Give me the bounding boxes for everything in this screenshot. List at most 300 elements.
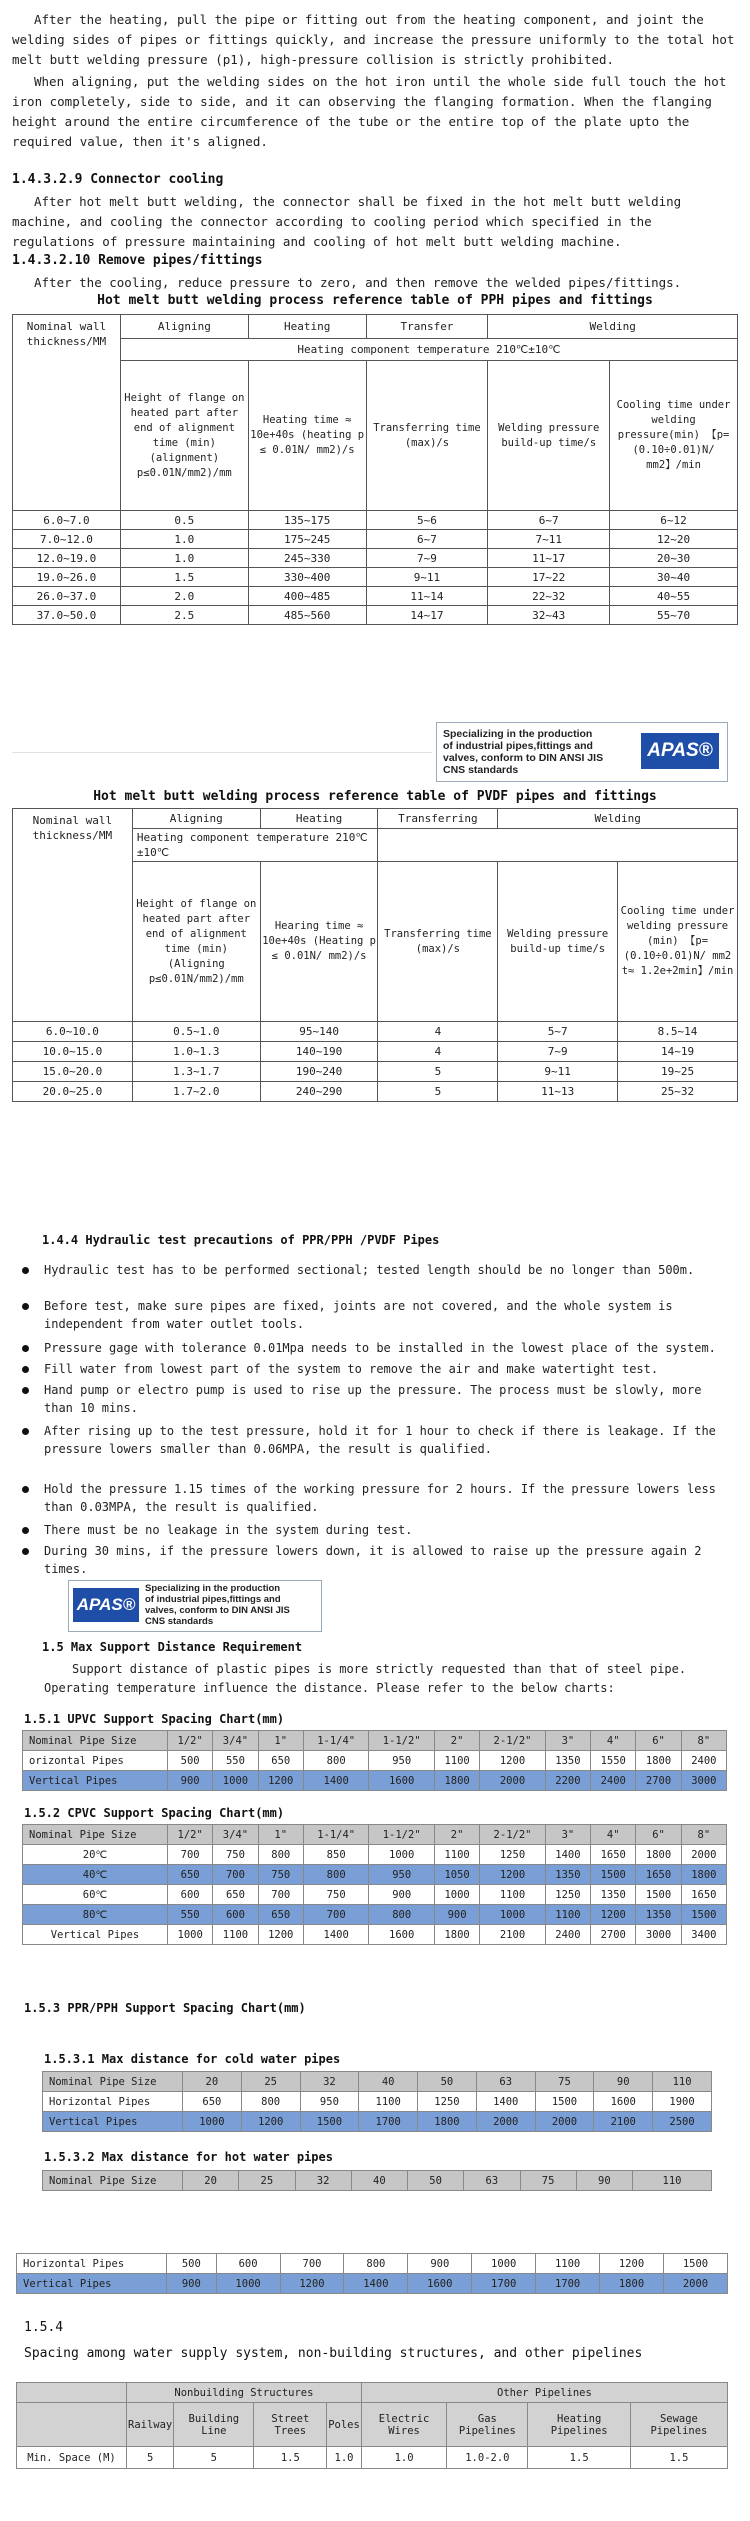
table-cell: 5 — [378, 1082, 498, 1102]
table-cell: 1100 — [359, 2092, 418, 2112]
table-cell: 1-1/4" — [303, 1731, 369, 1751]
table-cell: 900 — [168, 1771, 213, 1791]
table-cell: 1800 — [418, 2112, 477, 2132]
table-cell: 1600 — [369, 1771, 435, 1791]
table-cell: 40 — [359, 2072, 418, 2092]
table-cell: 1-1/2" — [369, 1825, 435, 1845]
table-cell: 1650 — [681, 1885, 726, 1905]
table-cell: 2000 — [681, 1845, 726, 1865]
table-cell: 1000 — [183, 2112, 242, 2132]
table-cell: Vertical Pipes — [43, 2112, 183, 2132]
table-cell: 2100 — [594, 2112, 653, 2132]
table-cell: 10.0~15.0 — [13, 1042, 133, 1062]
table-cell: 1900 — [653, 2092, 712, 2112]
pvdf-col-welding: Welding — [498, 809, 738, 829]
table-row — [43, 2092, 712, 2112]
table-cell: 1000 — [213, 1771, 258, 1791]
table-cell: 25 — [241, 2072, 300, 2092]
table-row — [13, 1042, 738, 1062]
table-cell: 110 — [653, 2072, 712, 2092]
table-cell: 800 — [241, 2092, 300, 2112]
table-cell: 1.5 — [120, 568, 248, 587]
table-cell: 63 — [464, 2171, 520, 2191]
table-cell: 2.0 — [120, 587, 248, 606]
upvc-title: 1.5.1 UPVC Support Spacing Chart(mm) — [24, 1712, 285, 1726]
table-cell: 20.0~25.0 — [13, 1082, 133, 1102]
table-cell: 900 — [369, 1885, 435, 1905]
list-item — [44, 1360, 724, 1378]
banner-line-3: valves, conform to DIN ANSI JIS — [443, 752, 604, 764]
hot-title: 1.5.3.2 Max distance for hot water pipes — [44, 2150, 333, 2164]
list-item — [44, 1480, 724, 1516]
pvdf-temperature-row: Heating component temperature 210℃±10℃ — [132, 829, 378, 862]
table-row — [13, 1082, 738, 1102]
table-cell: 140~190 — [260, 1042, 378, 1062]
table-cell: 17~22 — [488, 568, 610, 587]
table-cell: 7~9 — [366, 549, 488, 568]
table-cell: 75 — [520, 2171, 576, 2191]
pvdf-sub-heating: Hearing time ≈ 10e+40s (Heating p ≤ 0.01N/ mm2)/s — [260, 862, 378, 1022]
table-cell: 80℃ — [23, 1905, 168, 1925]
table-cell: Horizontal Pipes — [17, 2254, 167, 2274]
table-cell: 800 — [369, 1905, 435, 1925]
bullet-icon — [22, 1486, 29, 1493]
table-cell: Gas Pipelines — [447, 2403, 528, 2447]
table-cell: 32 — [300, 2072, 359, 2092]
table-cell: 700 — [280, 2254, 344, 2274]
table-cell: 40 — [351, 2171, 407, 2191]
pph-col-aligning: Aligning — [120, 315, 248, 339]
table-cell: Building Line — [174, 2403, 254, 2447]
table-cell: 19.0~26.0 — [13, 568, 121, 587]
table-cell: Vertical Pipes — [17, 2274, 167, 2294]
bullet-icon — [22, 1303, 29, 1310]
table-cell: 1600 — [369, 1925, 435, 1945]
table-cell: 950 — [369, 1751, 435, 1771]
group-nonbuilding: Nonbuilding Structures — [127, 2383, 362, 2403]
min-space-label: Min. Space (M) — [17, 2447, 127, 2469]
table-cell: 600 — [216, 2254, 280, 2274]
table-cell: 1200 — [258, 1771, 303, 1791]
table-cell: 1100 — [480, 1885, 546, 1905]
table-cell: 5 — [378, 1062, 498, 1082]
table-cell: 1250 — [545, 1885, 590, 1905]
pvdf-col-heating: Heating — [260, 809, 378, 829]
banner2-line-3: valves, conform to DIN ANSI JIS — [145, 1605, 290, 1616]
table-cell: 1.0 — [120, 530, 248, 549]
table-row — [23, 1925, 727, 1945]
table-cell: 2700 — [636, 1771, 681, 1791]
table-row — [17, 2274, 728, 2294]
pph-col-transfer: Transfer — [366, 315, 488, 339]
table-cell: 1500 — [300, 2112, 359, 2132]
table-row — [13, 1022, 738, 1042]
table-cell: 7~11 — [488, 530, 610, 549]
table-cell: 1000 — [472, 2254, 536, 2274]
table-cell: 90 — [576, 2171, 632, 2191]
table-cell: 50 — [418, 2072, 477, 2092]
bullet-icon — [22, 1428, 29, 1435]
table-cell: 500 — [167, 2254, 217, 2274]
table-cell: 1400 — [303, 1771, 369, 1791]
table-cell: 400~485 — [248, 587, 366, 606]
pvdf-table — [12, 808, 738, 1102]
table-row — [23, 1865, 727, 1885]
table-cell: 8.5~14 — [618, 1022, 738, 1042]
table-cell: 1800 — [636, 1845, 681, 1865]
table-cell: 2200 — [545, 1771, 590, 1791]
table-cell: 4 — [378, 1022, 498, 1042]
table-cell: 5~7 — [498, 1022, 618, 1042]
hot-water-table — [16, 2253, 728, 2294]
table-cell: 750 — [213, 1845, 258, 1865]
table-cell: 900 — [408, 2254, 472, 2274]
pvdf-sub-welding: Welding pressure build-up time/s — [498, 862, 618, 1022]
table-cell: 40℃ — [23, 1865, 168, 1885]
table-cell: 2" — [434, 1825, 479, 1845]
table-row — [13, 530, 738, 549]
table-cell: Nominal Pipe Size — [23, 1825, 168, 1845]
table-cell: 22~32 — [488, 587, 610, 606]
intro-paragraph-2: When aligning, put the welding sides on the hot iron until the whole side full touch the hot iron completely, side to side, and it can observing the flanging formation. When the flanging height around the entire circumference of the tube or the entire top of the plate upto the required value, then it's aligned. — [12, 74, 727, 149]
table-cell: Sewage Pipelines — [630, 2403, 727, 2447]
banner-line-2: of industrial pipes,fittings and — [443, 740, 593, 752]
table-cell: 700 — [258, 1885, 303, 1905]
table-row — [43, 2112, 712, 2132]
list-item — [44, 1297, 724, 1333]
apas-banner-2 — [68, 1580, 322, 1632]
table-row — [13, 511, 738, 530]
table-cell: 2400 — [545, 1925, 590, 1945]
divider — [12, 752, 432, 753]
table-cell: 3" — [545, 1825, 590, 1845]
table-cell: 14~17 — [366, 606, 488, 625]
banner2-line-1: Specializing in the production — [145, 1583, 281, 1594]
table-cell: 2400 — [681, 1751, 726, 1771]
table-cell: 750 — [258, 1865, 303, 1885]
table-cell: 6.0~10.0 — [13, 1022, 133, 1042]
table-cell: 1500 — [591, 1865, 636, 1885]
intro-paragraph-3: After hot melt butt welding, the connector shall be fixed in the hot melt butt welding machine, and cooling the connector according to cooling period which specified in the regulations of pressure maintaining and cooling of hot melt butt welding machine. — [12, 194, 682, 249]
table-cell: 1.5 — [630, 2447, 727, 2469]
table-row — [13, 1062, 738, 1082]
table-cell: 1-1/4" — [303, 1825, 369, 1845]
pph-table-title: Hot melt butt welding process reference table of PPH pipes and fittings — [97, 293, 653, 308]
table-cell: Electric Wires — [361, 2403, 446, 2447]
apas-logo: APAS® — [641, 733, 719, 769]
pph-col-welding: Welding — [488, 315, 738, 339]
cpvc-table — [22, 1824, 727, 1945]
table-cell: 1350 — [545, 1865, 590, 1885]
table-cell: 110 — [633, 2171, 712, 2191]
table-cell: 650 — [258, 1905, 303, 1925]
banner2-line-2: of industrial pipes,fittings and — [145, 1594, 281, 1605]
spacing-table — [16, 2382, 728, 2469]
table-row — [17, 2447, 728, 2469]
table-cell: 3000 — [636, 1925, 681, 1945]
table-cell: 2000 — [663, 2274, 727, 2294]
table-cell: Nominal Pipe Size — [43, 2072, 183, 2092]
pvdf-table-title: Hot melt butt welding process reference table of PVDF pipes and fittings — [93, 789, 657, 804]
table-cell: 12.0~19.0 — [13, 549, 121, 568]
table-cell: 550 — [213, 1751, 258, 1771]
list-item — [44, 1542, 724, 1578]
table-cell: 700 — [168, 1845, 213, 1865]
table-row — [17, 2254, 728, 2274]
table-cell: 1.0 — [120, 549, 248, 568]
list-item — [44, 1381, 724, 1417]
table-cell: 1200 — [280, 2274, 344, 2294]
table-cell: 1100 — [434, 1751, 479, 1771]
pph-sub-welding: Welding pressure build-up time/s — [488, 361, 610, 511]
table-cell: 1600 — [594, 2092, 653, 2112]
table-cell: 1.5 — [254, 2447, 327, 2469]
spacing-title: Spacing among water supply system, non-building structures, and other pipelines — [24, 2346, 643, 2361]
support-text: Support distance of plastic pipes is more strictly requested than that of steel pipe. Operating temperature influence the distance. Please refer to the below charts: — [44, 1662, 687, 1695]
cold-water-table — [42, 2071, 712, 2132]
list-item — [44, 1521, 724, 1539]
table-cell: 245~330 — [248, 549, 366, 568]
table-cell: 1400 — [476, 2092, 535, 2112]
table-cell: 1000 — [369, 1845, 435, 1865]
table-cell: 1" — [258, 1731, 303, 1751]
list-item-text: Hand pump or electro pump is used to rise up the pressure. The process must be slowly, more than 10 mins. — [44, 1383, 702, 1415]
table-cell: 14~19 — [618, 1042, 738, 1062]
table-cell: 1500 — [681, 1905, 726, 1925]
table-cell: 8" — [681, 1731, 726, 1751]
intro-paragraph-1: After the heating, pull the pipe or fitting out from the heating component, and joint the welding sides of pipes or fittings quickly, and increase the pressure uniformly to the total hot melt butt welding pressure (p1), high-pressure collision is strictly prohibited. — [12, 12, 735, 67]
table-cell: 1800 — [600, 2274, 664, 2294]
table-cell: Vertical Pipes — [23, 1925, 168, 1945]
table-cell: Nominal Pipe Size — [23, 1731, 168, 1751]
table-cell: 30~40 — [610, 568, 738, 587]
pvdf-col-transfer: Transferring — [378, 809, 498, 829]
table-cell: Poles — [327, 2403, 362, 2447]
table-cell: 1/2" — [168, 1731, 213, 1751]
table-cell: 800 — [258, 1845, 303, 1865]
table-cell: 11~17 — [488, 549, 610, 568]
table-cell: 950 — [369, 1865, 435, 1885]
table-cell: 4 — [378, 1042, 498, 1062]
table-cell: 4" — [591, 1731, 636, 1751]
table-cell: 20℃ — [23, 1845, 168, 1865]
table-cell: 1250 — [418, 2092, 477, 2112]
bullet-icon — [22, 1527, 29, 1534]
table-cell: 2400 — [591, 1771, 636, 1791]
list-item — [44, 1261, 724, 1279]
table-cell: 1650 — [591, 1845, 636, 1865]
table-cell: 1.7~2.0 — [132, 1082, 260, 1102]
table-cell: 1350 — [545, 1751, 590, 1771]
table-cell: 1800 — [636, 1751, 681, 1771]
table-cell: 12~20 — [610, 530, 738, 549]
table-cell: 1550 — [591, 1751, 636, 1771]
table-cell: 63 — [476, 2072, 535, 2092]
table-cell: 190~240 — [260, 1062, 378, 1082]
pvdf-col-nominal: Nominal wall thickness/MM — [13, 809, 133, 1022]
list-item-text: There must be no leakage in the system during test. — [44, 1523, 413, 1537]
table-cell: 25~32 — [618, 1082, 738, 1102]
table-cell: 650 — [183, 2092, 242, 2112]
list-item — [44, 1422, 724, 1458]
table-cell: 6~12 — [610, 511, 738, 530]
table-cell: 37.0~50.0 — [13, 606, 121, 625]
table-cell: 2-1/2" — [480, 1825, 546, 1845]
table-cell: 1000 — [168, 1925, 213, 1945]
pph-sub-aligning: Height of flange on heated part after end of alignment time (min) (alignment) p≤0.01N/mm2)/mm — [120, 361, 248, 511]
table-cell: 500 — [168, 1751, 213, 1771]
table-cell: 1200 — [600, 2254, 664, 2274]
list-item — [44, 1339, 724, 1357]
list-item-text: Pressure gage with tolerance 0.01Mpa needs to be installed in the lowest place of the system. — [44, 1341, 716, 1355]
table-cell: 1700 — [472, 2274, 536, 2294]
pph-temperature-row: Heating component temperature 210℃±10℃ — [120, 339, 737, 361]
table-cell: 55~70 — [610, 606, 738, 625]
banner2-line-4: CNS standards — [145, 1616, 214, 1627]
table-cell: 60℃ — [23, 1885, 168, 1905]
table-cell: 2.5 — [120, 606, 248, 625]
table-cell: 25 — [239, 2171, 295, 2191]
table-cell: 950 — [300, 2092, 359, 2112]
table-cell: 75 — [535, 2072, 594, 2092]
table-cell: 1.0 — [361, 2447, 446, 2469]
apas-banner — [436, 722, 728, 782]
table-cell: 32~43 — [488, 606, 610, 625]
table-cell: 1600 — [408, 2274, 472, 2294]
table-cell: Horizontal Pipes — [43, 2092, 183, 2112]
table-cell: 850 — [303, 1845, 369, 1865]
table-cell: Heating Pipelines — [528, 2403, 630, 2447]
table-cell: 800 — [303, 1751, 369, 1771]
pph-sub-cooling: Cooling time under welding pressure(min) 【p=(0.10÷0.01)N/ mm2】/min — [610, 361, 738, 511]
table-cell: 6" — [636, 1731, 681, 1751]
table-cell: 4" — [591, 1825, 636, 1845]
table-cell: 1500 — [535, 2092, 594, 2112]
table-cell: 3" — [545, 1731, 590, 1751]
table-cell: 1100 — [545, 1905, 590, 1925]
table-cell: 2000 — [535, 2112, 594, 2132]
table-cell: 1800 — [681, 1865, 726, 1885]
table-row — [13, 549, 738, 568]
table-cell: 650 — [168, 1865, 213, 1885]
table-cell: 1100 — [536, 2254, 600, 2274]
cold-title: 1.5.3.1 Max distance for cold water pipes — [44, 2052, 341, 2066]
table-cell: 1700 — [536, 2274, 600, 2294]
heading-connector-cooling: 1.4.3.2.9 Connector cooling — [12, 172, 224, 187]
table-cell: 5 — [127, 2447, 174, 2469]
table-cell: 0.5 — [120, 511, 248, 530]
table-cell: 1400 — [303, 1925, 369, 1945]
table-cell: Street Trees — [254, 2403, 327, 2447]
table-cell: 650 — [258, 1751, 303, 1771]
spacing-number: 1.5.4 — [24, 2320, 64, 2335]
table-row — [17, 2403, 728, 2447]
table-cell: 7.0~12.0 — [13, 530, 121, 549]
bullet-icon — [22, 1366, 29, 1373]
table-cell: 1800 — [434, 1771, 479, 1791]
table-cell: 6~7 — [488, 511, 610, 530]
table-cell: 7~9 — [498, 1042, 618, 1062]
list-item-text: Hydraulic test has to be performed sectional; tested length should be no longer than 500m. — [44, 1263, 695, 1277]
table-cell: 1100 — [434, 1845, 479, 1865]
pph-sub-transfer: Transferring time (max)/s — [366, 361, 488, 511]
table-cell: 1000 — [434, 1885, 479, 1905]
table-cell: orizontal Pipes — [23, 1751, 168, 1771]
table-cell: 1" — [258, 1825, 303, 1845]
bullet-icon — [22, 1387, 29, 1394]
table-cell: 900 — [167, 2274, 217, 2294]
table-cell: 750 — [303, 1885, 369, 1905]
table-cell: 2000 — [476, 2112, 535, 2132]
table-cell: 1200 — [241, 2112, 300, 2132]
table-cell: 20 — [183, 2171, 239, 2191]
banner-line-4: CNS standards — [443, 764, 519, 776]
table-cell: 1000 — [480, 1905, 546, 1925]
pph-col-heating: Heating — [248, 315, 366, 339]
table-row — [23, 1905, 727, 1925]
table-cell: 26.0~37.0 — [13, 587, 121, 606]
support-heading: 1.5 Max Support Distance Requirement — [42, 1640, 303, 1654]
table-cell: 2500 — [653, 2112, 712, 2132]
table-cell: 1350 — [591, 1885, 636, 1905]
table-row — [23, 1771, 727, 1791]
table-row — [13, 587, 738, 606]
table-cell: 1.0-2.0 — [447, 2447, 528, 2469]
pph-col-nominal: Nominal wall thickness/MM — [13, 315, 121, 511]
pph-sub-heating: Heating time ≈ 10e+40s (heating p ≤ 0.01N/ mm2)/s — [248, 361, 366, 511]
table-cell: 485~560 — [248, 606, 366, 625]
table-cell: 2000 — [480, 1771, 546, 1791]
table-cell: Vertical Pipes — [23, 1771, 168, 1791]
table-cell: 2100 — [480, 1925, 546, 1945]
list-item-text: During 30 mins, if the pressure lowers down, it is allowed to raise up the pressure again 2 times. — [44, 1544, 702, 1576]
table-cell: 1100 — [213, 1925, 258, 1945]
table-cell: 6.0~7.0 — [13, 511, 121, 530]
table-cell: 1.0 — [327, 2447, 362, 2469]
list-item-text: After rising up to the test pressure, hold it for 1 hour to check if there is leakage. If the pressure lowers smaller than 0.06MPA, the result is qualified. — [44, 1424, 716, 1456]
table-cell: 20 — [183, 2072, 242, 2092]
list-item-text: Before test, make sure pipes are fixed, joints are not covered, and the whole system is independent from water outlet tools. — [44, 1299, 673, 1331]
bullet-icon — [22, 1548, 29, 1555]
table-row — [43, 2171, 712, 2191]
table-cell: 19~25 — [618, 1062, 738, 1082]
table-cell: 6~7 — [366, 530, 488, 549]
table-row — [13, 568, 738, 587]
table-row — [43, 2072, 712, 2092]
pvdf-sub-aligning: Height of flange on heated part after end of alignment time (min) (Aligning p≤0.01N/mm2)/mm — [132, 862, 260, 1022]
table-cell: 800 — [303, 1865, 369, 1885]
table-cell: 50 — [408, 2171, 464, 2191]
table-cell: 3400 — [681, 1925, 726, 1945]
table-cell: 1500 — [663, 2254, 727, 2274]
table-cell: 800 — [344, 2254, 408, 2274]
table-cell: 600 — [213, 1905, 258, 1925]
table-cell: 175~245 — [248, 530, 366, 549]
table-cell: 2700 — [591, 1925, 636, 1945]
table-cell: 1250 — [480, 1845, 546, 1865]
table-cell: 1650 — [636, 1865, 681, 1885]
table-row — [23, 1731, 727, 1751]
table-cell: 700 — [303, 1905, 369, 1925]
table-row — [17, 2383, 728, 2403]
table-cell: 9~11 — [498, 1062, 618, 1082]
table-cell: 1200 — [258, 1925, 303, 1945]
table-cell: 5 — [174, 2447, 254, 2469]
table-cell: 1.0~1.3 — [132, 1042, 260, 1062]
table-cell: 1.5 — [528, 2447, 630, 2469]
table-cell: 1200 — [480, 1865, 546, 1885]
pvdf-sub-transfer: Transferring time (max)/s — [378, 862, 498, 1022]
